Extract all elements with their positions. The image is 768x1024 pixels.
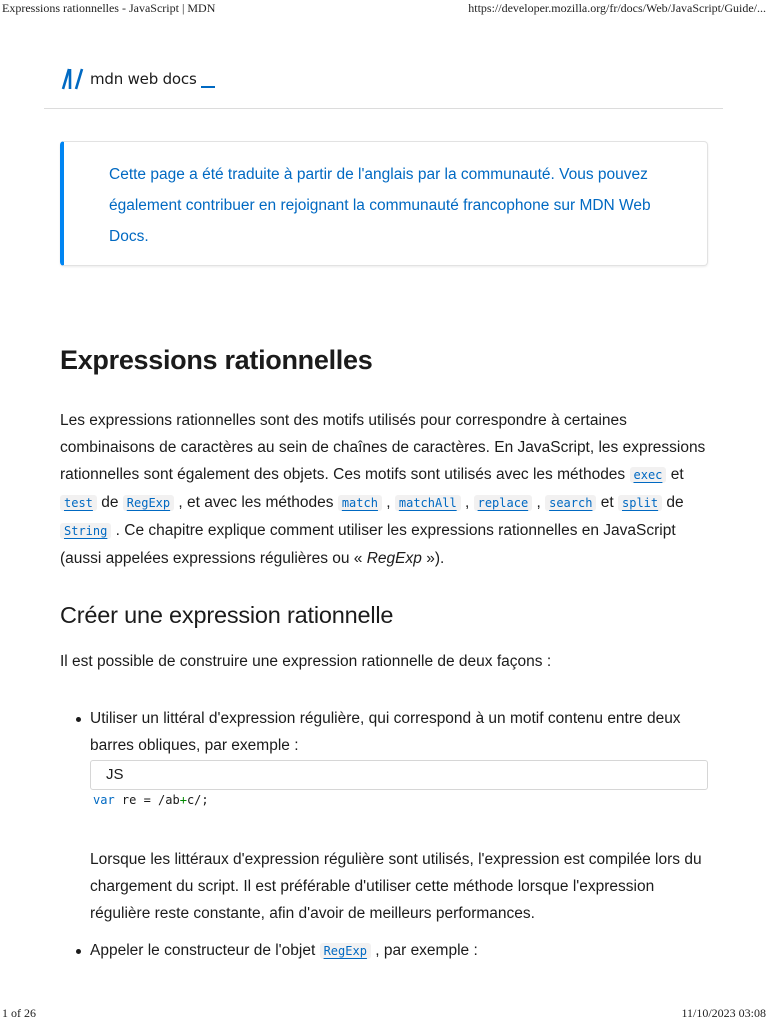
print-datetime: 11/10/2023 03:08 <box>681 1006 766 1020</box>
intro-text-6: , <box>460 494 474 511</box>
intro-text-10: . Ce chapitre explique comment utiliser les expressions rationnelles en JavaScript (aussi appelées expressions régulières ou « <box>60 522 676 567</box>
code-text-1: re = /ab <box>114 793 180 807</box>
intro-text-4: , et avec les méthodes <box>174 494 338 511</box>
link-regexp-constructor[interactable]: RegExp <box>320 943 371 959</box>
link-matchall[interactable]: matchAll <box>395 495 461 511</box>
intro-text-1: Les expressions rationnelles sont des motifs utilisés pour correspondre à certaines combinaisons de caractères au sein de chaînes de caractères. En JavaScript, les expressions rationnelles sont également des objets. Ces motifs sont utilisés avec les méthodes <box>60 412 706 483</box>
translation-notice: Cette page a été traduite à partir de l'anglais par la communauté. Vous pouvez également contribuer en rejoignant la communauté francophone sur MDN Web Docs. <box>60 141 708 266</box>
mdn-logo-link[interactable] <box>60 64 215 94</box>
intro-text-2: et <box>666 466 684 483</box>
code-keyword: var <box>93 793 115 807</box>
literal-explanation: Lorsque les littéraux d'expression régulière sont utilisés, l'expression est compilée lors du chargement du script. Il est préférable d'utiliser cette méthode lorsque l'expression régulière reste constante, afin d'avoir de meilleurs performances. <box>90 851 702 922</box>
code-block-header <box>90 760 708 790</box>
bullet2-text-2: , par exemple : <box>370 942 478 959</box>
intro-text-9: de <box>662 494 684 511</box>
logo-cursor <box>201 86 215 88</box>
section-intro: Il est possible de construire une expression rationnelle de deux façons : <box>60 653 552 670</box>
intro-text-5: , <box>381 494 395 511</box>
link-test[interactable]: test <box>60 495 97 511</box>
mdn-logo-icon <box>60 67 84 91</box>
link-search[interactable]: search <box>545 495 596 511</box>
print-page-url: https://developer.mozilla.org/fr/docs/Web/JavaScript/Guide/... <box>468 1 766 15</box>
intro-text-7: , <box>532 494 546 511</box>
intro-emphasis-regexp: RegExp <box>366 550 422 567</box>
link-string[interactable]: String <box>60 523 111 539</box>
header-divider <box>44 108 723 109</box>
link-regexp[interactable]: RegExp <box>123 495 174 511</box>
section-heading: Créer une expression rationnelle <box>60 602 394 628</box>
code-example[interactable] <box>93 793 209 807</box>
bullet2-text-1: Appeler le constructeur de l'objet <box>90 942 320 959</box>
bullet-dot <box>76 949 81 954</box>
link-split[interactable]: split <box>618 495 662 511</box>
intro-text-3: de <box>96 494 123 511</box>
code-text-2: c/; <box>186 793 209 807</box>
list-item-text: Utiliser un littéral d'expression régulière, qui correspond à un motif contenu entre deux barres obliques, par exemple : <box>90 710 681 754</box>
intro-text-8: et <box>596 494 618 511</box>
list-item-text <box>90 937 710 965</box>
code-operator: + <box>179 793 187 807</box>
intro-paragraph <box>60 407 720 572</box>
print-page-number: 1 of 26 <box>2 1006 36 1020</box>
page-title: Expressions rationnelles <box>60 345 373 375</box>
code-language-label: JS <box>106 766 124 783</box>
link-exec[interactable]: exec <box>630 467 667 483</box>
intro-text-11: »). <box>421 550 445 567</box>
logo-text: mdn web docs <box>90 70 197 88</box>
bullet-dot <box>76 717 81 722</box>
print-page-title: Expressions rationnelles - JavaScript | MDN <box>2 1 216 15</box>
link-match[interactable]: match <box>338 495 382 511</box>
print-footer <box>0 1006 768 1024</box>
link-replace[interactable]: replace <box>474 495 533 511</box>
print-header <box>0 0 768 18</box>
